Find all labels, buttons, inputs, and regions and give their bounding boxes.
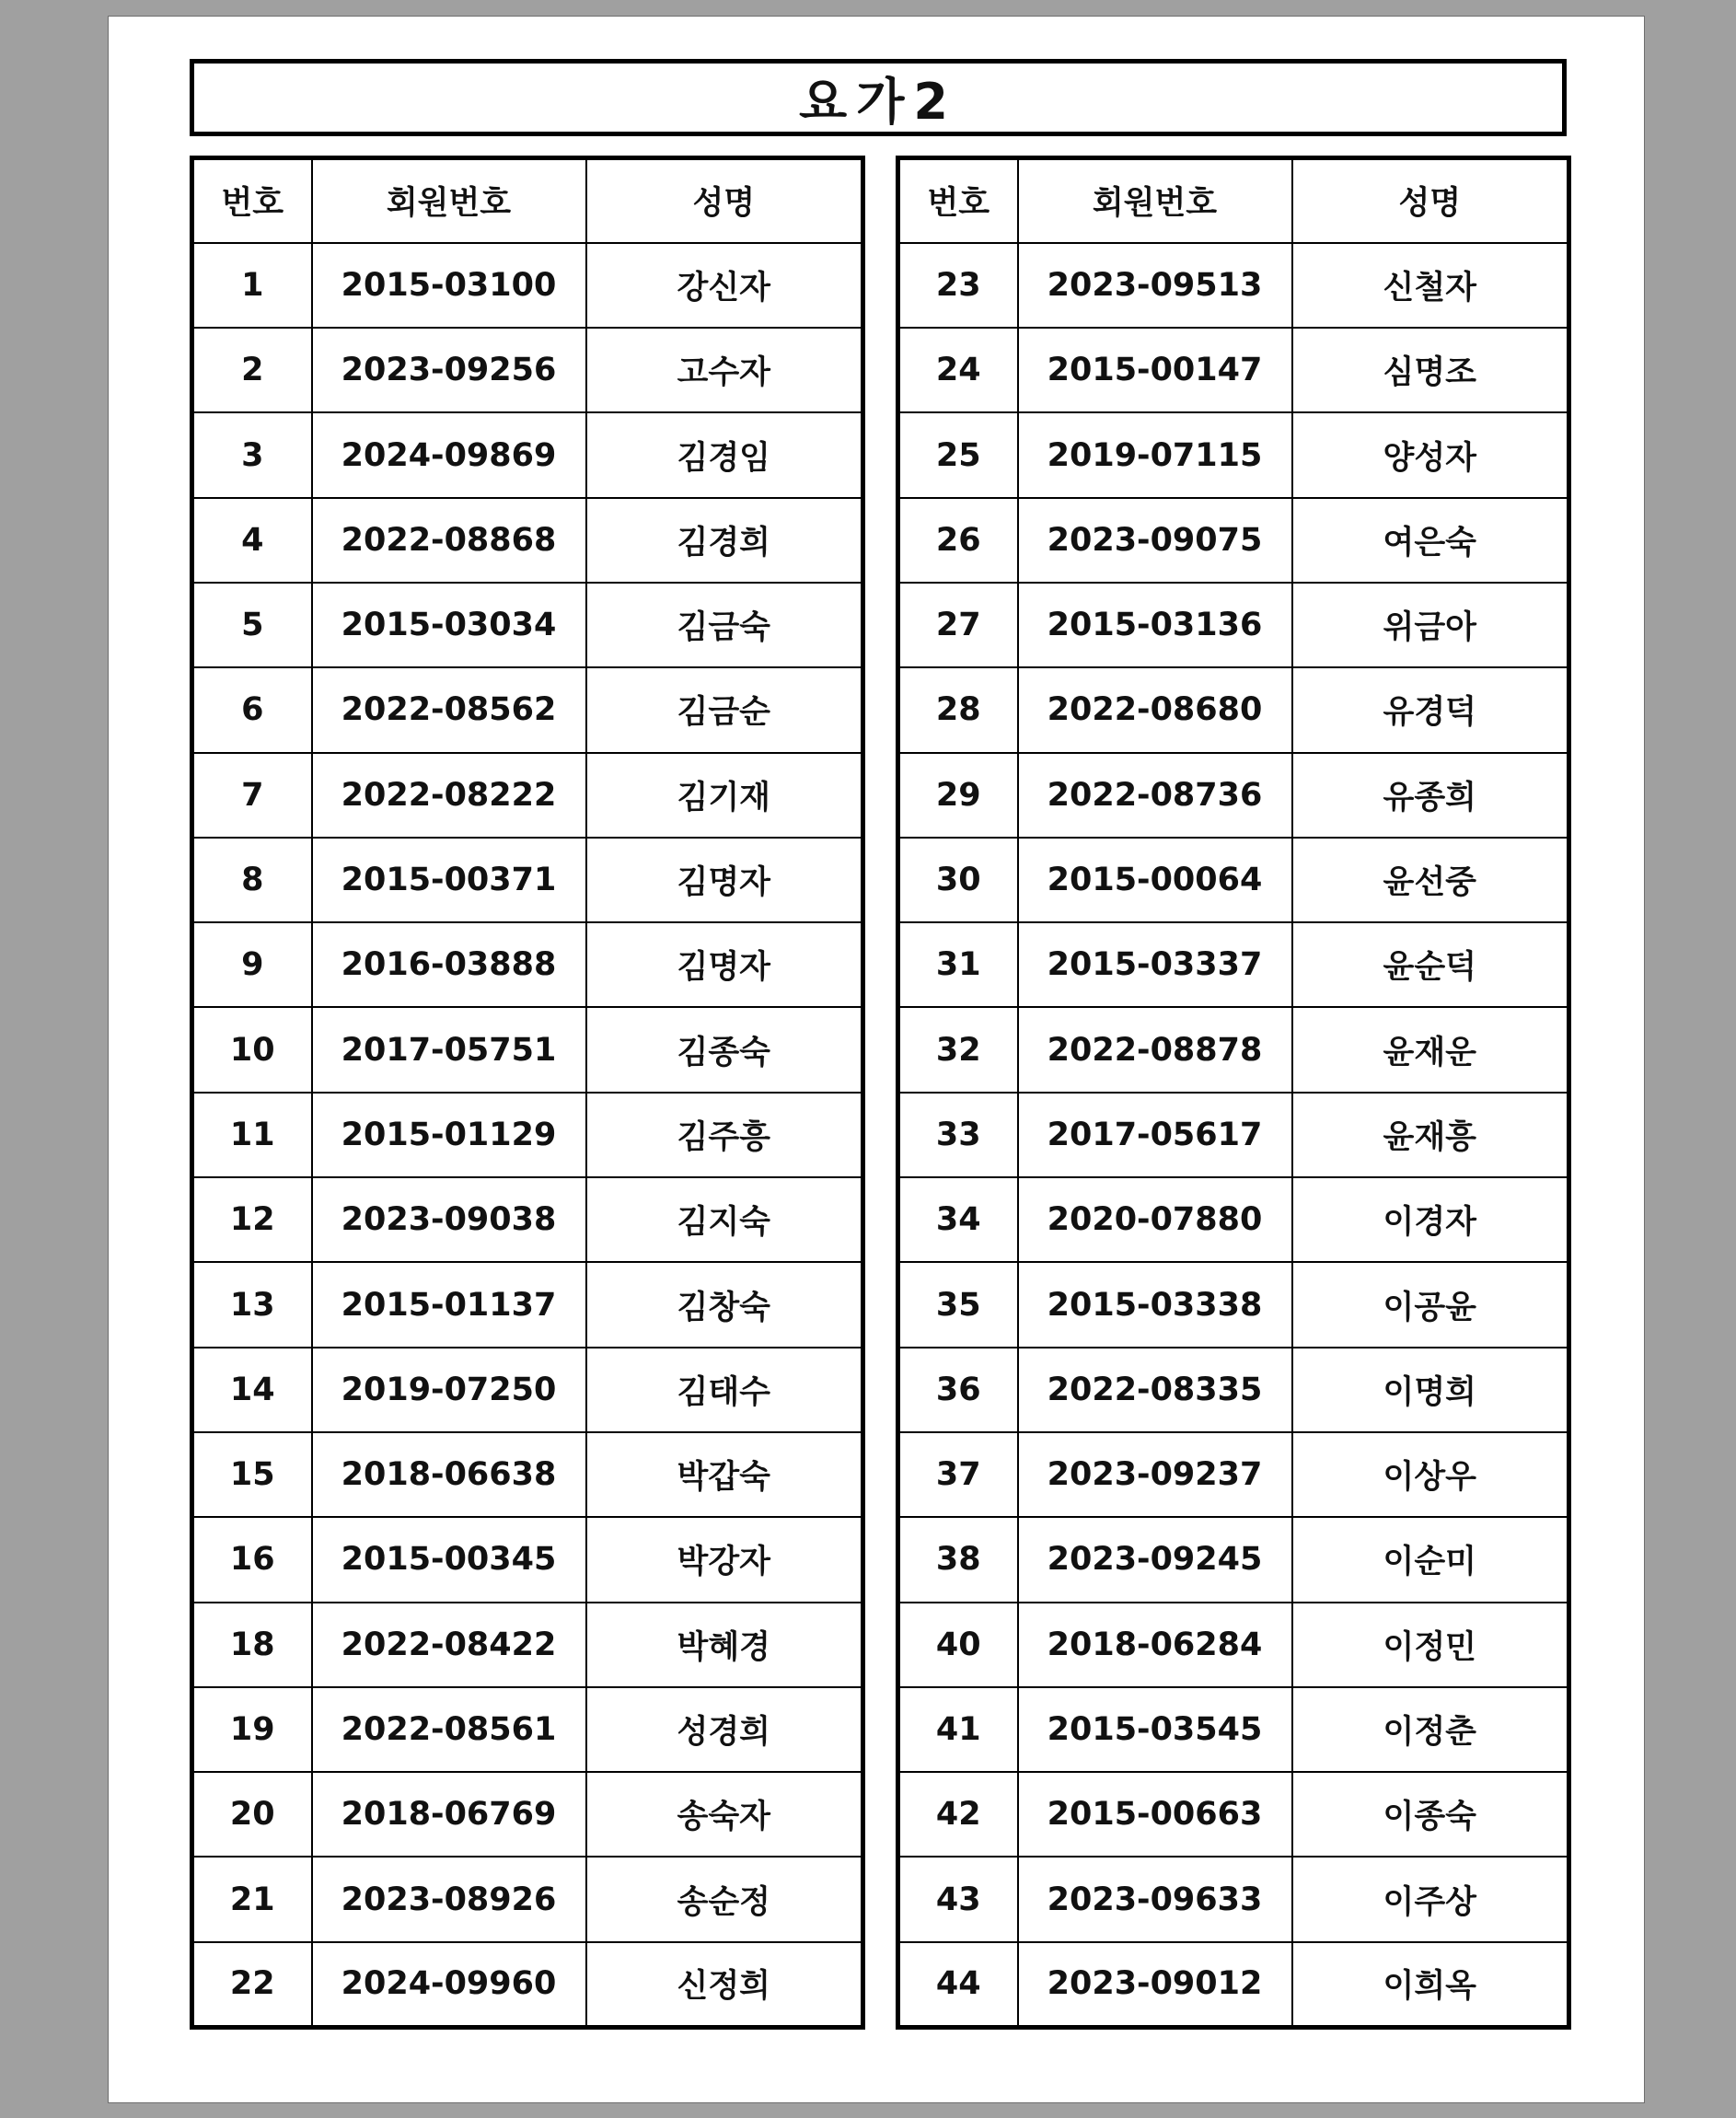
cell-name: 이주상 [1292,1857,1569,1941]
cell-member-id: 2023-09012 [1018,1942,1292,2027]
table-row [192,498,863,583]
cell-member-id: 2023-09075 [1018,498,1292,583]
table-row [192,1093,863,1177]
cell-member-id: 2019-07115 [1018,412,1292,497]
cell-no: 12 [192,1177,312,1262]
cell-no: 16 [192,1517,312,1602]
cell-name: 성경희 [586,1687,863,1772]
cell-member-id: 2024-09960 [312,1942,586,2027]
header-member-id: 회원번호 [312,158,586,243]
cell-member-id: 2022-08561 [312,1687,586,1772]
cell-member-id: 2022-08562 [312,667,586,752]
cell-name: 김창숙 [586,1262,863,1347]
table-row [898,243,1569,328]
table-row [898,412,1569,497]
cell-member-id: 2020-07880 [1018,1177,1292,1262]
table-row [898,922,1569,1007]
cell-no: 31 [898,922,1018,1007]
cell-member-id: 2017-05751 [312,1007,586,1092]
cell-name: 김지숙 [586,1177,863,1262]
cell-name: 김명자 [586,922,863,1007]
cell-name: 심명조 [1292,328,1569,412]
cell-no: 34 [898,1177,1018,1262]
cell-no: 23 [898,243,1018,328]
table-row [898,1432,1569,1517]
table-row [192,922,863,1007]
table-row [192,583,863,667]
cell-member-id: 2017-05617 [1018,1093,1292,1177]
roster-table-left [190,156,865,2030]
table-row [898,1772,1569,1857]
cell-member-id: 2023-09038 [312,1177,586,1262]
table-row [192,1262,863,1347]
table-row [192,1177,863,1262]
cell-member-id: 2015-01137 [312,1262,586,1347]
table-row [898,1687,1569,1772]
cell-no: 30 [898,838,1018,922]
table-row [898,667,1569,752]
cell-no: 9 [192,922,312,1007]
cell-member-id: 2022-08736 [1018,753,1292,838]
header-row [192,158,863,243]
cell-member-id: 2015-03034 [312,583,586,667]
table-row [898,1517,1569,1602]
cell-name: 박혜경 [586,1603,863,1687]
cell-no: 35 [898,1262,1018,1347]
cell-member-id: 2015-00345 [312,1517,586,1602]
header-no: 번호 [898,158,1018,243]
cell-name: 신정희 [586,1942,863,2027]
cell-no: 6 [192,667,312,752]
cell-name: 김태수 [586,1348,863,1432]
table-row [898,1348,1569,1432]
table-row [192,838,863,922]
document-page [108,16,1645,2103]
cell-name: 김기재 [586,753,863,838]
cell-no: 11 [192,1093,312,1177]
cell-name: 윤재운 [1292,1007,1569,1092]
cell-member-id: 2015-00064 [1018,838,1292,922]
cell-no: 8 [192,838,312,922]
cell-member-id: 2024-09869 [312,412,586,497]
cell-member-id: 2015-01129 [312,1093,586,1177]
table-row [192,1942,863,2027]
cell-no: 43 [898,1857,1018,1941]
cell-no: 22 [192,1942,312,2027]
table-row [898,753,1569,838]
cell-name: 송순정 [586,1857,863,1941]
cell-no: 15 [192,1432,312,1517]
roster-table-right [896,156,1571,2030]
cell-member-id: 2018-06284 [1018,1603,1292,1687]
table-row [898,1007,1569,1092]
cell-no: 27 [898,583,1018,667]
cell-name: 김경희 [586,498,863,583]
cell-name: 박강자 [586,1517,863,1602]
cell-no: 42 [898,1772,1018,1857]
cell-name: 김금순 [586,667,863,752]
cell-member-id: 2018-06638 [312,1432,586,1517]
table-row [192,1772,863,1857]
cell-member-id: 2015-00371 [312,838,586,922]
cell-name: 양성자 [1292,412,1569,497]
cell-name: 김경임 [586,412,863,497]
cell-name: 이정민 [1292,1603,1569,1687]
cell-member-id: 2015-03100 [312,243,586,328]
cell-no: 18 [192,1603,312,1687]
header-member-id: 회원번호 [1018,158,1292,243]
cell-no: 29 [898,753,1018,838]
table-row [898,328,1569,412]
cell-no: 40 [898,1603,1018,1687]
table-row [192,243,863,328]
table-row [898,583,1569,667]
table-row [192,1007,863,1092]
cell-member-id: 2022-08868 [312,498,586,583]
cell-no: 41 [898,1687,1018,1772]
table-row [192,667,863,752]
cell-member-id: 2022-08335 [1018,1348,1292,1432]
cell-name: 박갑숙 [586,1432,863,1517]
cell-no: 2 [192,328,312,412]
cell-member-id: 2022-08222 [312,753,586,838]
cell-name: 유경덕 [1292,667,1569,752]
cell-name: 이명희 [1292,1348,1569,1432]
cell-no: 26 [898,498,1018,583]
table-row [898,1093,1569,1177]
cell-name: 윤순덕 [1292,922,1569,1007]
table-row [898,1177,1569,1262]
cell-name: 유종희 [1292,753,1569,838]
cell-name: 윤재흥 [1292,1093,1569,1177]
cell-name: 이정춘 [1292,1687,1569,1772]
cell-name: 김주흥 [586,1093,863,1177]
cell-no: 7 [192,753,312,838]
cell-name: 이종숙 [1292,1772,1569,1857]
cell-name: 이희옥 [1292,1942,1569,2027]
cell-name: 송숙자 [586,1772,863,1857]
cell-member-id: 2023-09256 [312,328,586,412]
cell-member-id: 2019-07250 [312,1348,586,1432]
cell-member-id: 2023-09633 [1018,1857,1292,1941]
cell-no: 33 [898,1093,1018,1177]
cell-no: 5 [192,583,312,667]
cell-member-id: 2022-08680 [1018,667,1292,752]
table-row [192,1857,863,1941]
cell-member-id: 2015-03338 [1018,1262,1292,1347]
cell-name: 이공윤 [1292,1262,1569,1347]
cell-member-id: 2022-08422 [312,1603,586,1687]
cell-name: 이경자 [1292,1177,1569,1262]
table-row [192,1603,863,1687]
cell-member-id: 2016-03888 [312,922,586,1007]
table-row [192,1432,863,1517]
cell-no: 38 [898,1517,1018,1602]
cell-no: 13 [192,1262,312,1347]
cell-member-id: 2022-08878 [1018,1007,1292,1092]
table-row [898,1857,1569,1941]
cell-member-id: 2015-00147 [1018,328,1292,412]
header-name: 성명 [1292,158,1569,243]
cell-no: 37 [898,1432,1018,1517]
cell-no: 44 [898,1942,1018,2027]
cell-name: 강신자 [586,243,863,328]
table-row [898,1262,1569,1347]
cell-no: 28 [898,667,1018,752]
table-row [192,1517,863,1602]
table-row [192,753,863,838]
cell-no: 20 [192,1772,312,1857]
table-row [192,412,863,497]
cell-member-id: 2023-09513 [1018,243,1292,328]
table-row [898,498,1569,583]
cell-no: 3 [192,412,312,497]
cell-no: 24 [898,328,1018,412]
cell-member-id: 2015-00663 [1018,1772,1292,1857]
table-row [192,328,863,412]
cell-name: 여은숙 [1292,498,1569,583]
cell-name: 김명자 [586,838,863,922]
cell-no: 32 [898,1007,1018,1092]
cell-member-id: 2018-06769 [312,1772,586,1857]
cell-no: 4 [192,498,312,583]
table-row [192,1687,863,1772]
header-row [898,158,1569,243]
cell-no: 21 [192,1857,312,1941]
cell-member-id: 2023-09245 [1018,1517,1292,1602]
cell-no: 10 [192,1007,312,1092]
table-row [898,1603,1569,1687]
table-row [898,1942,1569,2027]
cell-name: 이순미 [1292,1517,1569,1602]
page-title: 요가2 [190,59,1567,136]
header-no: 번호 [192,158,312,243]
cell-member-id: 2023-09237 [1018,1432,1292,1517]
cell-no: 36 [898,1348,1018,1432]
cell-no: 19 [192,1687,312,1772]
cell-name: 김금숙 [586,583,863,667]
cell-no: 14 [192,1348,312,1432]
cell-name: 이상우 [1292,1432,1569,1517]
cell-name: 김종숙 [586,1007,863,1092]
cell-member-id: 2015-03136 [1018,583,1292,667]
cell-no: 25 [898,412,1018,497]
cell-no: 1 [192,243,312,328]
cell-name: 윤선중 [1292,838,1569,922]
cell-name: 위금아 [1292,583,1569,667]
cell-name: 고수자 [586,328,863,412]
table-row [898,838,1569,922]
table-row [192,1348,863,1432]
cell-member-id: 2015-03545 [1018,1687,1292,1772]
cell-member-id: 2023-08926 [312,1857,586,1941]
header-name: 성명 [586,158,863,243]
cell-member-id: 2015-03337 [1018,922,1292,1007]
cell-name: 신철자 [1292,243,1569,328]
